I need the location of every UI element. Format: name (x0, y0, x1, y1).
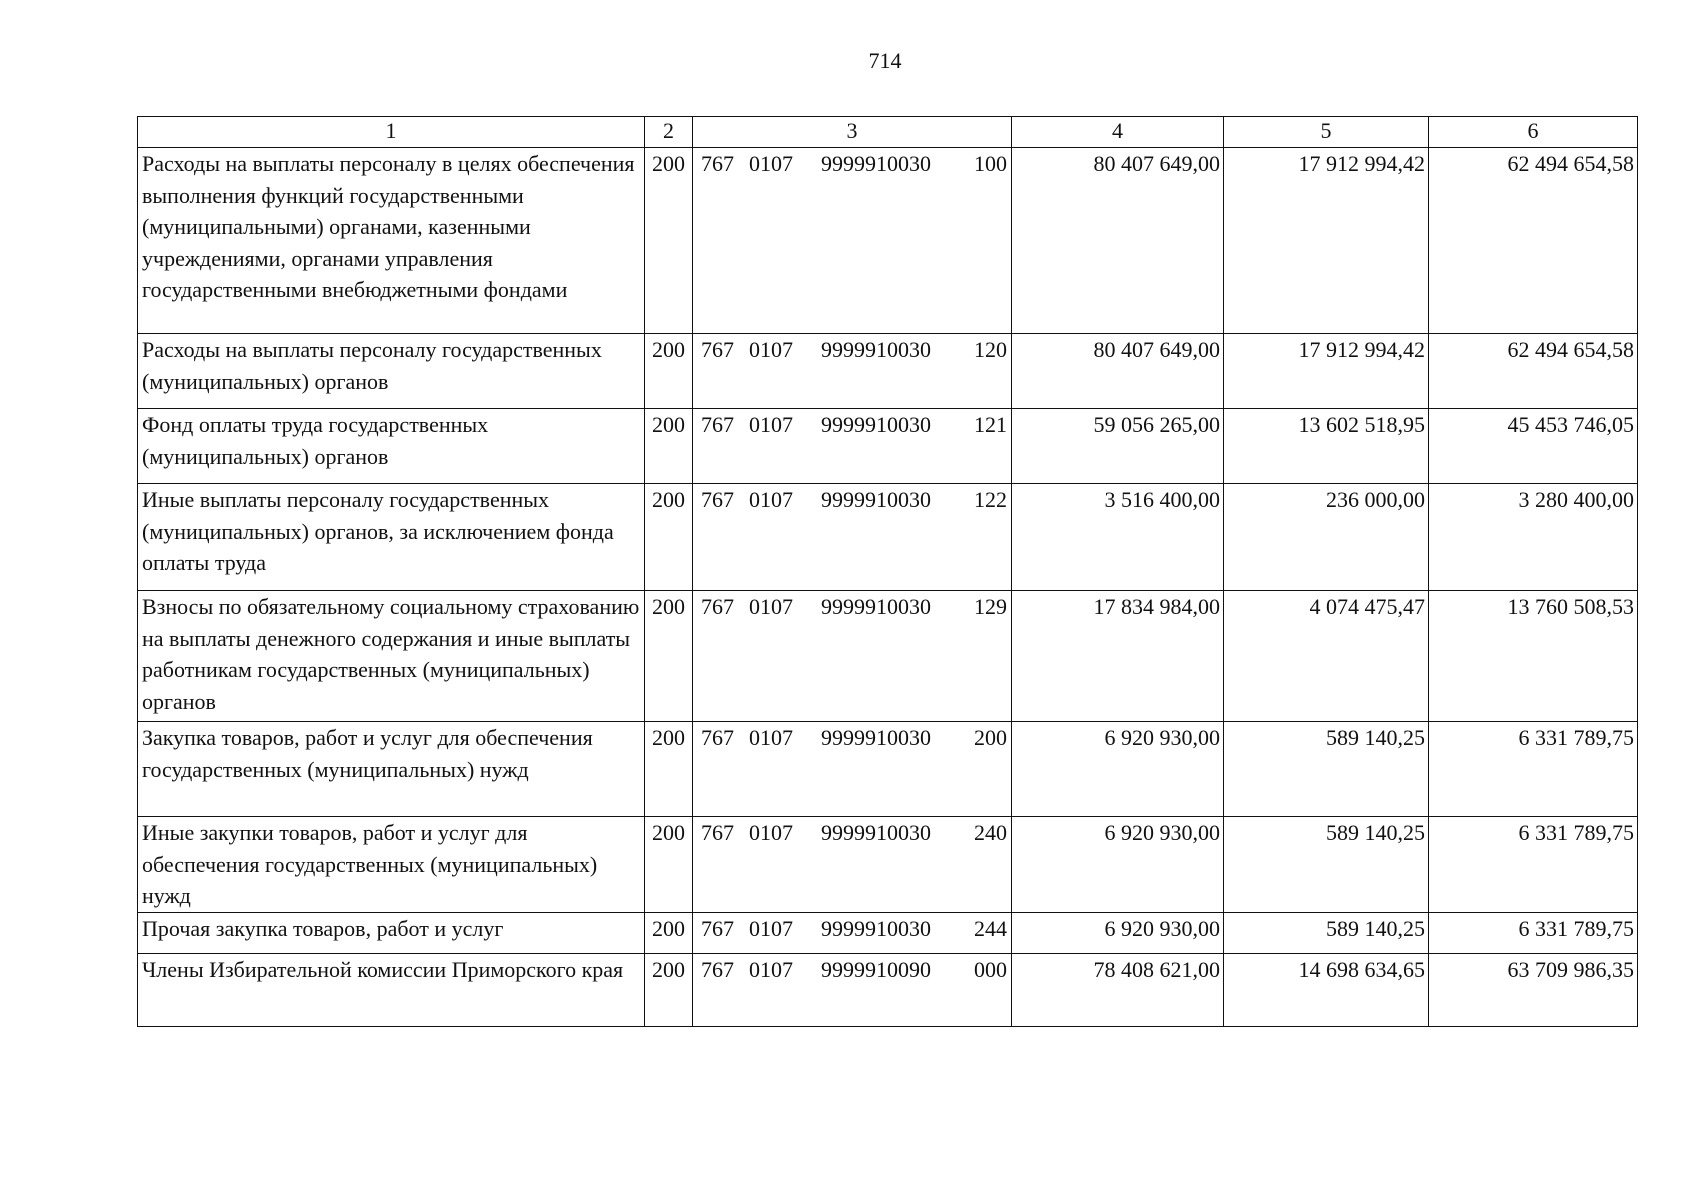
header-cell: 1 (138, 117, 645, 148)
row-section: 0107 (749, 337, 793, 362)
row-col6: 62 494 654,58 (1429, 148, 1638, 334)
row-section: 0107 (749, 956, 793, 982)
row-classification (693, 334, 1012, 409)
row-col6: 45 453 746,05 (1429, 409, 1638, 484)
row-section: 0107 (749, 915, 793, 941)
row-name: Иные закупки товаров, работ и услуг для обеспечения государственных (муниципальных) нужд (138, 817, 645, 913)
row-col4: 6 920 930,00 (1012, 817, 1224, 913)
row-csr: 9999910090 (821, 956, 931, 982)
row-col5: 17 912 994,42 (1224, 334, 1429, 409)
row-vr: 244 (974, 915, 1007, 941)
row-col6: 62 494 654,58 (1429, 334, 1638, 409)
page-number: 714 (868, 48, 902, 73)
table-row (138, 912, 1638, 953)
row-col4: 6 920 930,00 (1012, 722, 1224, 817)
row-csr: 9999910030 (821, 337, 931, 362)
table-row (138, 334, 1638, 409)
row-classification (693, 409, 1012, 484)
row-section: 0107 (749, 487, 793, 512)
row-col4: 59 056 265,00 (1012, 409, 1224, 484)
row-csr: 9999910030 (821, 487, 931, 512)
row-grbs: 767 (701, 820, 734, 845)
row-grbs: 767 (701, 915, 734, 941)
row-csr: 9999910030 (821, 151, 931, 176)
row-name: Члены Избирательной комиссии Приморского края (138, 953, 645, 1026)
row-code: 200 (645, 484, 693, 591)
row-code: 200 (645, 722, 693, 817)
row-grbs: 767 (701, 151, 734, 176)
row-col4: 3 516 400,00 (1012, 484, 1224, 591)
table-row (138, 953, 1638, 1026)
row-classification (693, 817, 1012, 913)
row-code: 200 (645, 148, 693, 334)
row-name: Фонд оплаты труда государственных (муниципальных) органов (138, 409, 645, 484)
table-row (138, 591, 1638, 722)
row-csr: 9999910030 (821, 594, 931, 619)
row-vr: 200 (974, 725, 1007, 750)
row-section: 0107 (749, 820, 793, 845)
row-classification (693, 484, 1012, 591)
row-col4: 78 408 621,00 (1012, 953, 1224, 1026)
row-vr: 120 (974, 337, 1007, 362)
row-code: 200 (645, 334, 693, 409)
row-classification (693, 591, 1012, 722)
row-classification (693, 953, 1012, 1026)
row-code: 200 (645, 912, 693, 953)
row-col4: 80 407 649,00 (1012, 148, 1224, 334)
row-col4: 6 920 930,00 (1012, 912, 1224, 953)
row-col6: 3 280 400,00 (1429, 484, 1638, 591)
row-col6: 13 760 508,53 (1429, 591, 1638, 722)
row-col6: 6 331 789,75 (1429, 912, 1638, 953)
row-col6: 6 331 789,75 (1429, 722, 1638, 817)
row-vr: 000 (974, 956, 1007, 982)
row-col4: 80 407 649,00 (1012, 334, 1224, 409)
row-col5: 4 074 475,47 (1224, 591, 1429, 722)
row-col5: 589 140,25 (1224, 722, 1429, 817)
row-section: 0107 (749, 412, 793, 437)
row-col4: 17 834 984,00 (1012, 591, 1224, 722)
row-section: 0107 (749, 725, 793, 750)
row-name: Закупка товаров, работ и услуг для обеспечения государственных (муниципальных) нужд (138, 722, 645, 817)
header-cell: 5 (1224, 117, 1429, 148)
row-grbs: 767 (701, 487, 734, 512)
row-section: 0107 (749, 594, 793, 619)
row-grbs: 767 (701, 337, 734, 362)
header-cell: 2 (645, 117, 693, 148)
row-csr: 9999910030 (821, 412, 931, 437)
row-csr: 9999910030 (821, 725, 931, 750)
row-vr: 100 (974, 151, 1007, 176)
row-code: 200 (645, 409, 693, 484)
row-vr: 129 (974, 594, 1007, 619)
header-row (138, 117, 1638, 148)
table-row (138, 484, 1638, 591)
table-row (138, 409, 1638, 484)
row-csr: 9999910030 (821, 915, 931, 941)
row-code: 200 (645, 953, 693, 1026)
row-name: Взносы по обязательному социальному страхованию на выплаты денежного содержания и иные выплаты работникам государственных (муниципальных) органов (138, 591, 645, 722)
row-vr: 122 (974, 487, 1007, 512)
table-row (138, 722, 1638, 817)
row-section: 0107 (749, 151, 793, 176)
row-classification (693, 722, 1012, 817)
table-row (138, 817, 1638, 913)
row-col5: 589 140,25 (1224, 817, 1429, 913)
row-code: 200 (645, 591, 693, 722)
row-col5: 17 912 994,42 (1224, 148, 1429, 334)
row-code: 200 (645, 817, 693, 913)
header-cell: 6 (1429, 117, 1638, 148)
row-col5: 589 140,25 (1224, 912, 1429, 953)
row-col6: 63 709 986,35 (1429, 953, 1638, 1026)
row-col5: 14 698 634,65 (1224, 953, 1429, 1026)
row-grbs: 767 (701, 956, 734, 982)
row-col6: 6 331 789,75 (1429, 817, 1638, 913)
budget-table (137, 116, 1638, 1027)
row-classification (693, 912, 1012, 953)
row-name: Расходы на выплаты персоналу государственных (муниципальных) органов (138, 334, 645, 409)
row-vr: 121 (974, 412, 1007, 437)
row-grbs: 767 (701, 594, 734, 619)
row-classification (693, 148, 1012, 334)
table-row (138, 148, 1638, 334)
row-csr: 9999910030 (821, 820, 931, 845)
row-grbs: 767 (701, 412, 734, 437)
row-name: Расходы на выплаты персоналу в целях обеспечения выполнения функций государственными (муниципальными) органами, казенными учреждениями, органами управления государственными внебюджетными фондами (138, 148, 645, 334)
header-cell: 3 (693, 117, 1012, 148)
row-col5: 236 000,00 (1224, 484, 1429, 591)
row-name: Прочая закупка товаров, работ и услуг (138, 912, 645, 953)
row-vr: 240 (974, 820, 1007, 845)
row-col5: 13 602 518,95 (1224, 409, 1429, 484)
header-cell: 4 (1012, 117, 1224, 148)
row-grbs: 767 (701, 725, 734, 750)
row-name: Иные выплаты персоналу государственных (муниципальных) органов, за исключением фонда оплаты труда (138, 484, 645, 591)
